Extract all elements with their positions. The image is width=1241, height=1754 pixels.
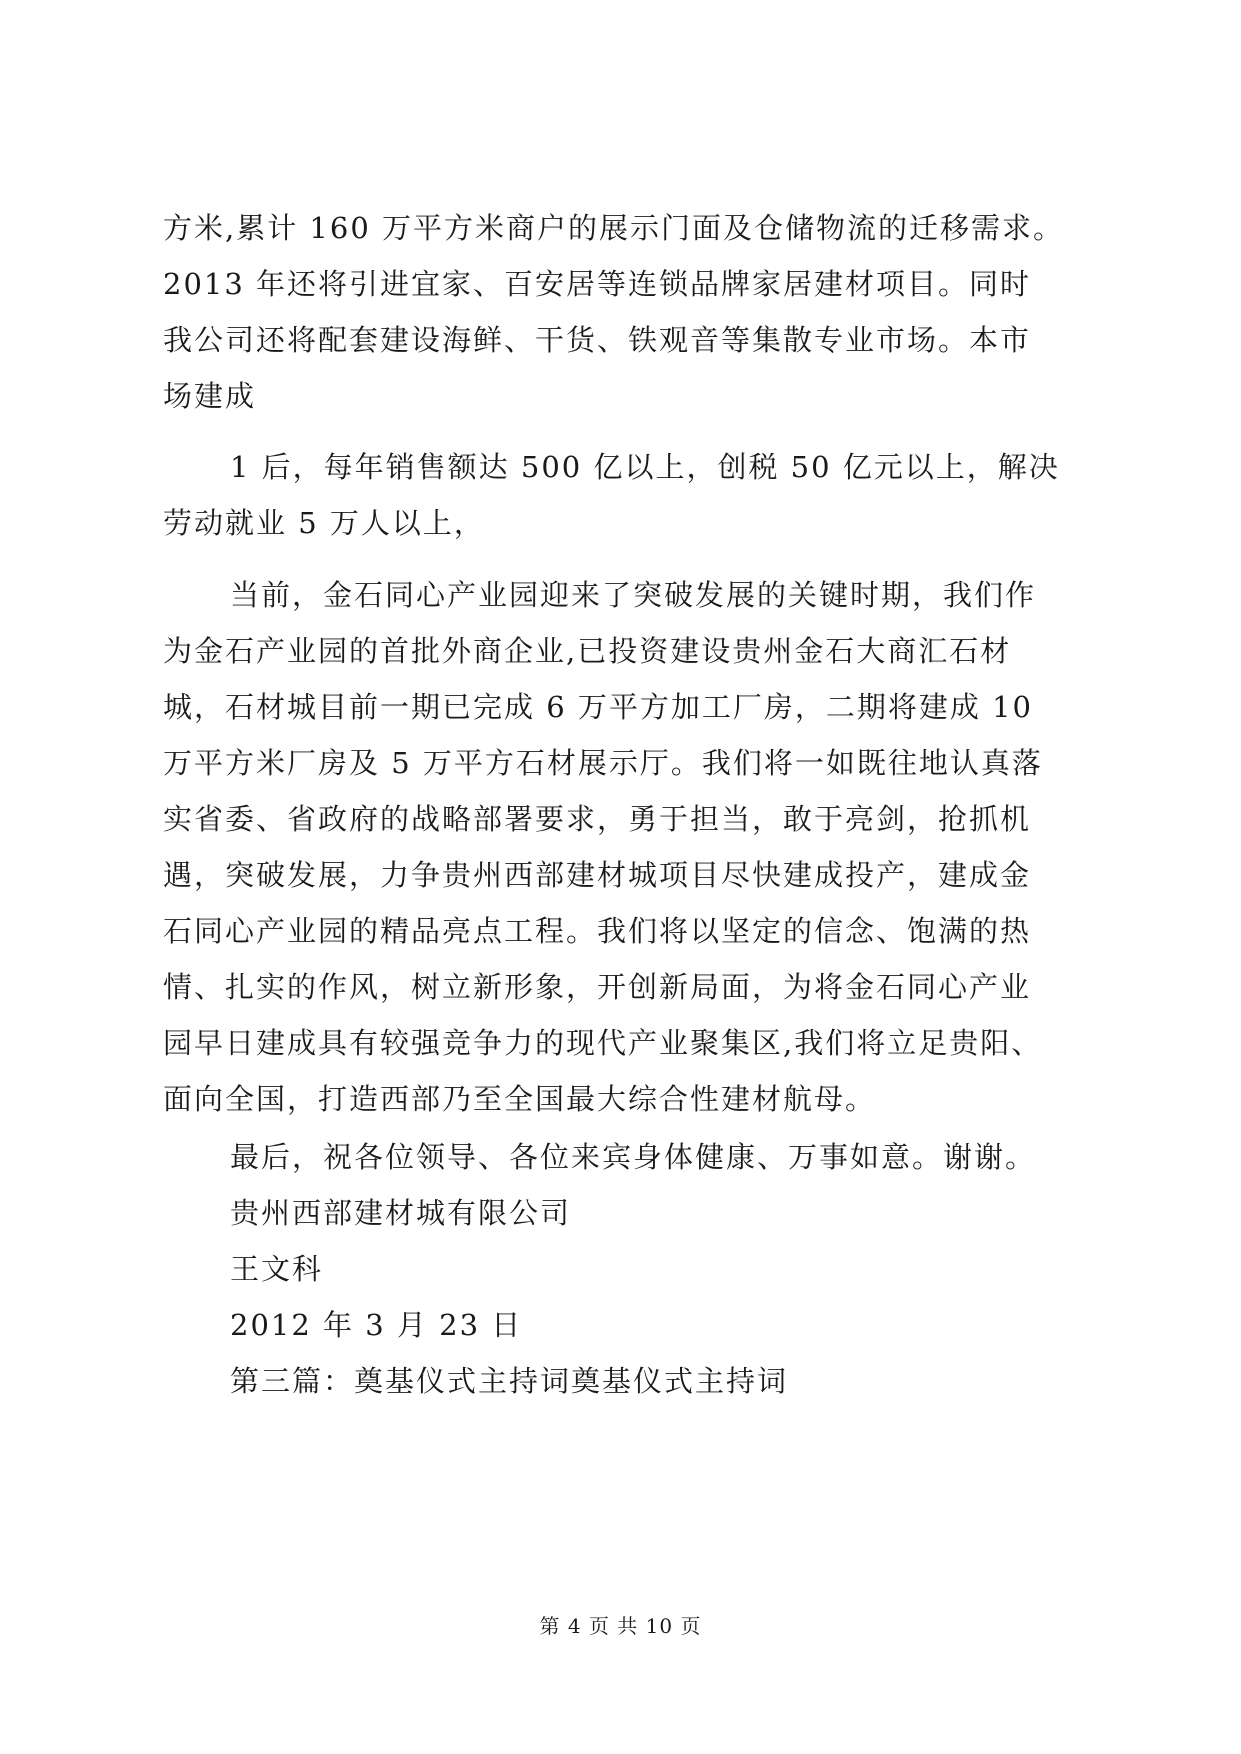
body-text-line: 实省委、省政府的战略部署要求，勇于担当，敢于亮剑，抢抓机 xyxy=(163,802,1032,836)
section-heading: 第三篇：奠基仪式主持词奠基仪式主持词 xyxy=(230,1364,789,1398)
body-text-line: 2013 年还将引进宜家、百安居等连锁品牌家居建材项目。同时 xyxy=(163,267,1032,301)
body-text-line: 我公司还将配套建设海鲜、干货、铁观音等集散专业市场。本市 xyxy=(163,323,1032,357)
body-text-line: 场建成 xyxy=(163,379,257,413)
body-text-line: 石同心产业园的精品亮点工程。我们将以坚定的信念、饱满的热 xyxy=(163,914,1032,948)
body-text-line: 当前，金石同心产业园迎来了突破发展的关键时期，我们作 xyxy=(230,578,1037,612)
body-text-line: 劳动就业 5 万人以上， xyxy=(163,506,485,540)
body-text-line: 园早日建成具有较强竞争力的现代产业聚集区,我们将立足贵阳、 xyxy=(163,1026,1043,1060)
signatory-name: 王文科 xyxy=(230,1252,324,1286)
body-text-line: 方米,累计 160 万平方米商户的展示门面及仓储物流的迁移需求。 xyxy=(163,211,1065,245)
body-text-line: 1 后，每年销售额达 500 亿以上，创税 50 亿元以上，解决 xyxy=(230,450,1060,484)
body-text-line: 情、扎实的作风，树立新形象，开创新局面，为将金石同心产业 xyxy=(163,970,1032,1004)
document-date: 2012 年 3 月 23 日 xyxy=(230,1308,523,1342)
page-number-footer: 第 4 页 共 10 页 xyxy=(539,1614,702,1638)
company-name: 贵州西部建材城有限公司 xyxy=(230,1196,572,1230)
body-text-line: 面向全国，打造西部乃至全国最大综合性建材航母。 xyxy=(163,1082,877,1116)
body-text-line: 为金石产业园的首批外商企业,已投资建设贵州金石大商汇石材 xyxy=(163,634,1012,668)
body-text-line: 万平方米厂房及 5 万平方石材展示厅。我们将一如既往地认真落 xyxy=(163,746,1043,780)
body-text-line: 遇，突破发展，力争贵州西部建材城项目尽快建成投产，建成金 xyxy=(163,858,1032,892)
body-text-line: 城，石材城目前一期已完成 6 万平方加工厂房，二期将建成 10 xyxy=(163,690,1034,724)
closing-line: 最后，祝各位领导、各位来宾身体健康、万事如意。谢谢。 xyxy=(230,1140,1037,1174)
